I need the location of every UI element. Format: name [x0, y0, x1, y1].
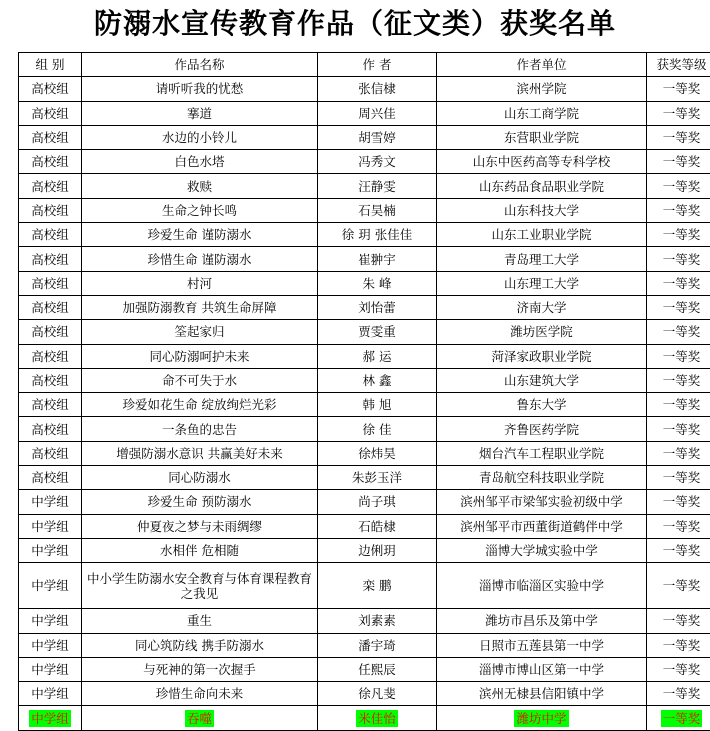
group-cell: 中学组: [19, 563, 82, 609]
work-title-cell: 命不可失于水: [82, 368, 318, 392]
table-row: [19, 514, 710, 538]
affiliation-cell: 滨州邹平市梁邹实验初级中学: [437, 490, 647, 514]
table-row: [19, 77, 710, 101]
table-row: [19, 125, 710, 149]
affiliation-cell: 淄博市临淄区实验中学: [437, 563, 647, 609]
work-title-cell: 重生: [82, 609, 318, 633]
award-level-cell: 一等奖: [647, 295, 710, 319]
work-title-cell: 仲夏夜之梦与未雨绸缪: [82, 514, 318, 538]
award-level-cell: 一等奖: [647, 466, 710, 490]
affiliation-cell: 山东中医药高等专科学校: [437, 150, 647, 174]
award-table-body: [19, 77, 710, 730]
author-cell: 刘素素: [318, 609, 437, 633]
author-cell: 石昊楠: [318, 198, 437, 222]
affiliation-cell: 山东工商学院: [437, 101, 647, 125]
group-cell: [19, 706, 82, 730]
table-row: [19, 706, 710, 730]
group-cell: 高校组: [19, 150, 82, 174]
highlighted-text: 吞噬: [186, 710, 212, 726]
affiliation-cell: 淄博市博山区第一中学: [437, 657, 647, 681]
author-cell: 徐炜昊: [318, 441, 437, 465]
highlighted-text: 米佳怡: [358, 710, 396, 726]
award-level-cell: 一等奖: [647, 320, 710, 344]
author-cell: 徐 佳: [318, 417, 437, 441]
group-cell: 高校组: [19, 101, 82, 125]
work-title-cell: 筌起家归: [82, 320, 318, 344]
award-level-cell: 一等奖: [647, 441, 710, 465]
group-cell: 高校组: [19, 77, 82, 101]
table-row: [19, 295, 710, 319]
author-cell: 朱 峰: [318, 271, 437, 295]
author-cell: 胡雪婷: [318, 125, 437, 149]
affiliation-cell: 山东工业职业学院: [437, 223, 647, 247]
work-title-cell: 同心筑防线 携手防溺水: [82, 633, 318, 657]
award-level-cell: 一等奖: [647, 77, 710, 101]
award-level-cell: 一等奖: [647, 490, 710, 514]
affiliation-cell: 齐鲁医药学院: [437, 417, 647, 441]
award-level-cell: 一等奖: [647, 344, 710, 368]
author-cell: 张信棣: [318, 77, 437, 101]
group-cell: 高校组: [19, 271, 82, 295]
award-table: [18, 52, 710, 731]
award-level-cell: 一等奖: [647, 223, 710, 247]
group-cell: 高校组: [19, 393, 82, 417]
group-cell: 高校组: [19, 441, 82, 465]
work-title-cell: 搴道: [82, 101, 318, 125]
award-level-cell: 一等奖: [647, 563, 710, 609]
award-level-cell: 一等奖: [647, 514, 710, 538]
work-title-cell: 同心防溺呵护未来: [82, 344, 318, 368]
table-row: [19, 393, 710, 417]
table-row: [19, 657, 710, 681]
group-cell: 高校组: [19, 417, 82, 441]
group-cell: 中学组: [19, 682, 82, 706]
author-cell: 刘怡蕾: [318, 295, 437, 319]
affiliation-cell: 青岛航空科技职业学院: [437, 466, 647, 490]
work-title-cell: 珍爱生命 预防溺水: [82, 490, 318, 514]
group-cell: 高校组: [19, 320, 82, 344]
author-cell: 韩 旭: [318, 393, 437, 417]
header-affiliation: 作者单位: [437, 53, 647, 77]
work-title-cell: 珍爱生命 谨防溺水: [82, 223, 318, 247]
group-cell: 中学组: [19, 490, 82, 514]
work-title-cell: 一条鱼的忠告: [82, 417, 318, 441]
table-row: [19, 174, 710, 198]
table-header-row: [19, 53, 710, 77]
author-cell: 边俐玥: [318, 538, 437, 562]
affiliation-cell: 滨州邹平市西董街道鹤伴中学: [437, 514, 647, 538]
award-level-cell: 一等奖: [647, 633, 710, 657]
author-cell: 周兴佳: [318, 101, 437, 125]
group-cell: 高校组: [19, 295, 82, 319]
table-row: [19, 417, 710, 441]
affiliation-cell: 山东建筑大学: [437, 368, 647, 392]
affiliation-cell: 日照市五莲县第一中学: [437, 633, 647, 657]
affiliation-cell: 淄博大学城实验中学: [437, 538, 647, 562]
highlighted-text: 潍坊中学: [516, 710, 567, 726]
work-title-cell: 水相伴 危相随: [82, 538, 318, 562]
table-row: [19, 633, 710, 657]
award-level-cell: 一等奖: [647, 174, 710, 198]
table-row: [19, 344, 710, 368]
work-title-cell: [82, 706, 318, 730]
author-cell: 崔翀宇: [318, 247, 437, 271]
table-row: [19, 441, 710, 465]
author-cell: 朱彭玉洋: [318, 466, 437, 490]
work-title-cell: 生命之钟长鸣: [82, 198, 318, 222]
table-row: [19, 150, 710, 174]
group-cell: 中学组: [19, 514, 82, 538]
award-level-cell: 一等奖: [647, 198, 710, 222]
group-cell: 高校组: [19, 368, 82, 392]
group-cell: 高校组: [19, 247, 82, 271]
group-cell: 中学组: [19, 657, 82, 681]
table-row: [19, 466, 710, 490]
group-cell: 高校组: [19, 223, 82, 247]
page-title: 防溺水宣传教育作品（征文类）获奖名单: [93, 7, 616, 40]
table-row: [19, 198, 710, 222]
award-level-cell: 一等奖: [647, 417, 710, 441]
affiliation-cell: 山东科技大学: [437, 198, 647, 222]
group-cell: 高校组: [19, 466, 82, 490]
affiliation-cell: 烟台汽车工程职业学院: [437, 441, 647, 465]
work-title-cell: 中小学生防溺水安全教育与体育课程教育之我见: [82, 563, 318, 609]
table-row: [19, 101, 710, 125]
author-cell: 贾雯重: [318, 320, 437, 344]
affiliation-cell: [437, 706, 647, 730]
award-level-cell: 一等奖: [647, 609, 710, 633]
group-cell: 中学组: [19, 538, 82, 562]
award-level-cell: 一等奖: [647, 682, 710, 706]
affiliation-cell: 潍坊市昌乐及第中学: [437, 609, 647, 633]
affiliation-cell: 鲁东大学: [437, 393, 647, 417]
work-title-cell: 救赎: [82, 174, 318, 198]
group-cell: 高校组: [19, 174, 82, 198]
author-cell: 冯秀文: [318, 150, 437, 174]
author-cell: 徐 玥 张佳佳: [318, 223, 437, 247]
highlighted-text: 中学组: [31, 710, 69, 726]
award-level-cell: 一等奖: [647, 657, 710, 681]
group-cell: 高校组: [19, 198, 82, 222]
affiliation-cell: 滨州无棣县信阳镇中学: [437, 682, 647, 706]
table-row: [19, 223, 710, 247]
award-level-cell: 一等奖: [647, 247, 710, 271]
group-cell: 高校组: [19, 125, 82, 149]
affiliation-cell: 山东药品食品职业学院: [437, 174, 647, 198]
award-level-cell: 一等奖: [647, 125, 710, 149]
award-level-cell: 一等奖: [647, 150, 710, 174]
work-title-cell: 加强防溺教育 共筑生命屏障: [82, 295, 318, 319]
author-cell: 任熙辰: [318, 657, 437, 681]
award-level-cell: 一等奖: [647, 271, 710, 295]
table-row: [19, 563, 710, 609]
author-cell: 潘宇琦: [318, 633, 437, 657]
work-title-cell: 与死神的第一次握手: [82, 657, 318, 681]
header-work-title: 作品名称: [82, 53, 318, 77]
work-title-cell: 增强防溺水意识 共赢美好未来: [82, 441, 318, 465]
table-row: [19, 271, 710, 295]
award-level-cell: 一等奖: [647, 368, 710, 392]
affiliation-cell: 济南大学: [437, 295, 647, 319]
award-level-cell: [647, 706, 710, 730]
affiliation-cell: 山东理工大学: [437, 271, 647, 295]
award-level-cell: 一等奖: [647, 101, 710, 125]
work-title-cell: 请听听我的忧愁: [82, 77, 318, 101]
work-title-cell: 同心防溺水: [82, 466, 318, 490]
affiliation-cell: 青岛理工大学: [437, 247, 647, 271]
work-title-cell: 水边的小铃儿: [82, 125, 318, 149]
affiliation-cell: 东营职业学院: [437, 125, 647, 149]
work-title-cell: 珍惜生命向未来: [82, 682, 318, 706]
affiliation-cell: 菏泽家政职业学院: [437, 344, 647, 368]
group-cell: 中学组: [19, 609, 82, 633]
affiliation-cell: 滨州学院: [437, 77, 647, 101]
table-row: [19, 247, 710, 271]
table-row: [19, 682, 710, 706]
table-row: [19, 320, 710, 344]
work-title-cell: 村河: [82, 271, 318, 295]
author-cell: 汪静雯: [318, 174, 437, 198]
work-title-cell: 白色水塔: [82, 150, 318, 174]
author-cell: 林 鑫: [318, 368, 437, 392]
author-cell: 石皓棣: [318, 514, 437, 538]
table-row: [19, 368, 710, 392]
award-level-cell: 一等奖: [647, 393, 710, 417]
table-row: [19, 609, 710, 633]
author-cell: 尚子琪: [318, 490, 437, 514]
header-award-level: 获奖等级: [647, 53, 710, 77]
author-cell: 徐凡斐: [318, 682, 437, 706]
award-level-cell: 一等奖: [647, 538, 710, 562]
work-title-cell: 珍惜生命 谨防溺水: [82, 247, 318, 271]
table-row: [19, 490, 710, 514]
group-cell: 高校组: [19, 344, 82, 368]
header-group: 组 别: [19, 53, 82, 77]
affiliation-cell: 潍坊医学院: [437, 320, 647, 344]
highlighted-text: 一等奖: [662, 710, 701, 726]
group-cell: 中学组: [19, 633, 82, 657]
author-cell: [318, 706, 437, 730]
work-title-cell: 珍爱如花生命 绽放绚烂光彩: [82, 393, 318, 417]
author-cell: 郝 运: [318, 344, 437, 368]
table-row: [19, 538, 710, 562]
header-author: 作 者: [318, 53, 437, 77]
author-cell: 栾 鹏: [318, 563, 437, 609]
